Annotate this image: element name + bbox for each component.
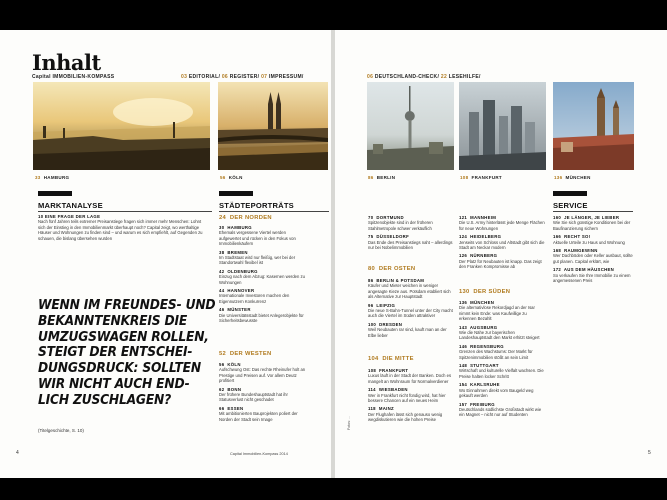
quote-reference: (Titelgeschichte, S. 10) — [38, 428, 84, 433]
list-osten — [368, 278, 454, 338]
caption-hamburg: 33 HAMBURG — [35, 175, 70, 180]
section-bar-service — [553, 191, 587, 196]
entry-je-laenger[interactable]: 160 JE LÄNGER, JE LIEBER Wie Sie sich günstige Konditionen bei der Baufinanzierung sichern — [553, 215, 631, 231]
entry-berlin-potsdam[interactable]: 86 BERLIN & POTSDAM Käufer und Mieter weichen in weniger angesagte Kieze aus. Potsdam etabliert sich als Alternative zur Hauptstadt — [368, 278, 451, 300]
section-bar-staedte — [219, 191, 253, 196]
entry-muenster[interactable]: 46 MÜNSTER Die Universitätsstadt bietet Anlegerobjekte für Sicherheitsbewusste — [219, 307, 304, 324]
page-number-right: 5 — [648, 450, 651, 456]
entry-leipzig[interactable]: 96 LEIPZIG Die neue S-Bahn-Tunnel unter der City macht auch die Viertel im Süden attraktiver — [368, 302, 453, 319]
entry-bonn[interactable]: 62 BONN Der frühere Bundeshauptstadt hat ihr Statusverlust nicht geschadet — [219, 386, 288, 403]
subsection-osten: 80 DER OSTEN — [368, 266, 416, 272]
caption-koeln: 56 KÖLN — [220, 175, 243, 180]
footer-imprint: Capital Immobilien-Kompass 2014 — [230, 452, 288, 456]
list-col3-top — [368, 215, 454, 250]
entry-koeln[interactable]: 56 KÖLN Aufschwung Ost: Das rechte Rheinufer holt an Prestige und Preisen auf. Vor allem Deutz profitiert — [219, 362, 306, 384]
photo-hamburg — [33, 82, 210, 170]
entry-regensburg[interactable]: 146 REGENSBURG Grenzen des Wachstums: Der Markt für Spitzenimmobilien stößt an sein Limit — [459, 343, 533, 360]
photo-muenchen — [553, 82, 634, 170]
photo-berlin — [367, 82, 454, 170]
entry-muenchen[interactable]: 136 MÜNCHEN Die alternativlose Rekordjagd an der Isar nimmt kein Ende: was Kaufwillige zu erkennen Bezahlt — [459, 300, 535, 322]
entry-mannheim[interactable]: 121 MANNHEIM Die U.S. Army hinterlässt jede Menge Flächen für neue Wohnungen — [459, 215, 545, 231]
entry-oldenburg[interactable]: 42 OLDENBURG Einzug nach dem Abzug: Kasernen werden zu Wohnungen — [219, 268, 305, 285]
list-col4-top — [459, 215, 545, 270]
nav-right: 06 DEUTSCHLAND-CHECK/ 22 LESEHILFE/ — [367, 74, 481, 80]
entry-freiburg[interactable]: 157 FREIBURG Deutschlands südlichste Großstadt wirkt wie ein Magnet – nicht nur auf Studenten — [459, 401, 542, 418]
photo-frankfurt — [459, 82, 546, 170]
entry-dortmund[interactable]: 70 DORTMUND Spitzenobjekte sind in der früheren Stahlmetropole schwer verkäuflich — [368, 215, 433, 231]
entry-essen[interactable]: 66 ESSEN Mit ambitionierten Bauprojekten poliert der Norden der Stadt sein Image — [219, 405, 298, 422]
list-norden — [219, 225, 307, 324]
subsection-norden: 24 DER NORDEN — [219, 215, 272, 221]
entry-dresden[interactable]: 100 DRESDEN Weil Neubauten rar sind, kauft man an der Elbe lieber — [368, 321, 447, 338]
divider — [553, 211, 633, 212]
caption-frankfurt: 108 FRANKFURT — [460, 175, 502, 180]
pull-quote: WENN IM FREUNDES- UND BEKANNTENKREIS DIE UMZUGSWAGEN ROLLEN, STEIGT DER ENTSCHEI- DUNGSDRUCK: SOLLTEN WIR NICHT AUCH END- LICH ZUSCHLAGEN? — [38, 298, 216, 408]
entry-duesseldorf[interactable]: 75 DÜSSELDORF Das Ende des Preisanstiegs naht – allerdings nur bei Nobelimmobilien — [368, 234, 453, 251]
caption-muenchen: 136 MÜNCHEN — [554, 175, 591, 180]
page-subtitle: Capital IMMOBILIEN-KOMPASS — [32, 74, 115, 80]
entry-raumgewinn[interactable]: 168 RAUMGEWINN Wer Dachböden oder Keller ausbaut, sollte gut planen. Capital erklärt, wie — [553, 248, 633, 264]
entry-stuttgart[interactable]: 148 STUTTGART Wirtschaft und kulturelle Vielfalt wachsen. Die Preise halten locker Schritt — [459, 363, 544, 379]
nav-impressum[interactable]: IMPRESSUM — [268, 74, 302, 80]
list-mitte — [368, 368, 454, 423]
entry-hamburg[interactable]: 30 HAMBURG Ehemals vergessene Viertel werden aufgewertet und rücken in den Fokus von Immobilienkäufern — [219, 225, 296, 247]
nav-register[interactable]: REGISTER — [229, 74, 258, 80]
entry-mainz[interactable]: 118 MAINZ Der Flughafen lässt sich genauso wenig wegdiskutieren wie die hohen Preise — [368, 406, 443, 423]
nav-editorial[interactable]: EDITORIAL — [188, 74, 219, 80]
entry-bremen[interactable]: 38 BREMEN Im Stadtstaat wird nur fleißig, wer bei der Standortwahl flexibel ist — [219, 249, 296, 266]
entry-frankfurt[interactable]: 108 FRANKFURT Luxus läuft in der Stadt der Banken. Doch es mangelt an Wohnraum für Normalverdiener — [368, 368, 452, 384]
caption-berlin: 86 BERLIN — [368, 175, 396, 180]
heading-marktanalyse: MARKTANALYSE — [38, 201, 103, 210]
subsection-sueden: 130 DER SÜDEN — [459, 289, 511, 295]
heading-service: SERVICE — [553, 201, 588, 210]
entry-recht-so[interactable]: 166 RECHT SO! Aktuelle Urteile zu Haus und Wohnung — [553, 234, 625, 245]
entry-heidelberg[interactable]: 124 HEIDELBERG Jenseits von Schloss und Altstadt gibt sich die Stadt am Neckar modern — [459, 234, 545, 251]
entry-karlsruhe[interactable]: 154 KARLSRUHE Wo Einnahmen direkt vom Baugeld weg gekauft werden — [459, 382, 534, 399]
entry-aus-dem-haeuschen[interactable]: 172 AUS DEM HÄUSCHEN So verkaufen Sie Ihre Immobilie zu einem angemessenen Preis — [553, 267, 631, 284]
divider — [38, 211, 212, 212]
subsection-mitte: 104 DIE MITTE — [368, 356, 414, 362]
divider — [219, 211, 329, 212]
page-title: Inhalt — [32, 50, 101, 75]
entry-wiesbaden[interactable]: 114 WIESBADEN Wer in Frankfurt nicht fündig wird, hat hier bessere Chancen auf ein neues Heim — [368, 387, 446, 404]
section-bar-marktanalyse — [38, 191, 72, 196]
entry-augsburg[interactable]: 143 AUGSBURG Wie die Nähe zur bayerischen Landeshauptstadt den Markt erhitzt steigert — [459, 324, 540, 341]
list-sueden — [459, 300, 545, 418]
entry-marktanalyse[interactable]: 10 EINE FRAGE DER LAGE Nach fünf Jahren teils extremer Preisanstiege fragen sich immer mehr Menschen: Lohnt sich der Einstieg in den Immobilienmarkt überhaupt noch? Capital zeigt, wo werthaltige Häuser und Wohnungen zu finden sind – und warum es sich empfiehlt, auf Gegenden zu schauen, die bislang übersehen wurden — [38, 214, 203, 241]
nav-deutschland-check[interactable]: DEUTSCHLAND-CHECK — [374, 74, 438, 80]
list-westen — [219, 362, 307, 422]
list-service — [553, 215, 637, 283]
photo-credit: Fotos: ... — [347, 416, 351, 430]
photo-koeln — [218, 82, 328, 170]
nav-left: 03 EDITORIAL/ 06 REGISTER/ 07 IMPRESSUM/ — [181, 74, 304, 80]
subsection-westen: 52 DER WESTEN — [219, 351, 272, 357]
nav-lesehilfe[interactable]: LESEHILFE — [448, 74, 479, 80]
entry-hannover[interactable]: 44 HANNOVER Internationale Investoren machen den Eigennutzern Konkurrenz — [219, 288, 290, 304]
heading-staedteportraets: STÄDTEPORTRÄTS — [219, 201, 294, 210]
left-page — [0, 30, 331, 478]
page-number-left: 4 — [16, 450, 19, 456]
entry-nuernberg[interactable]: 126 NÜRNBERG Der Platz für Neubauten ist knapp. Das zeigt den Franken Kompromisse ab — [459, 253, 542, 270]
right-page — [335, 30, 667, 478]
